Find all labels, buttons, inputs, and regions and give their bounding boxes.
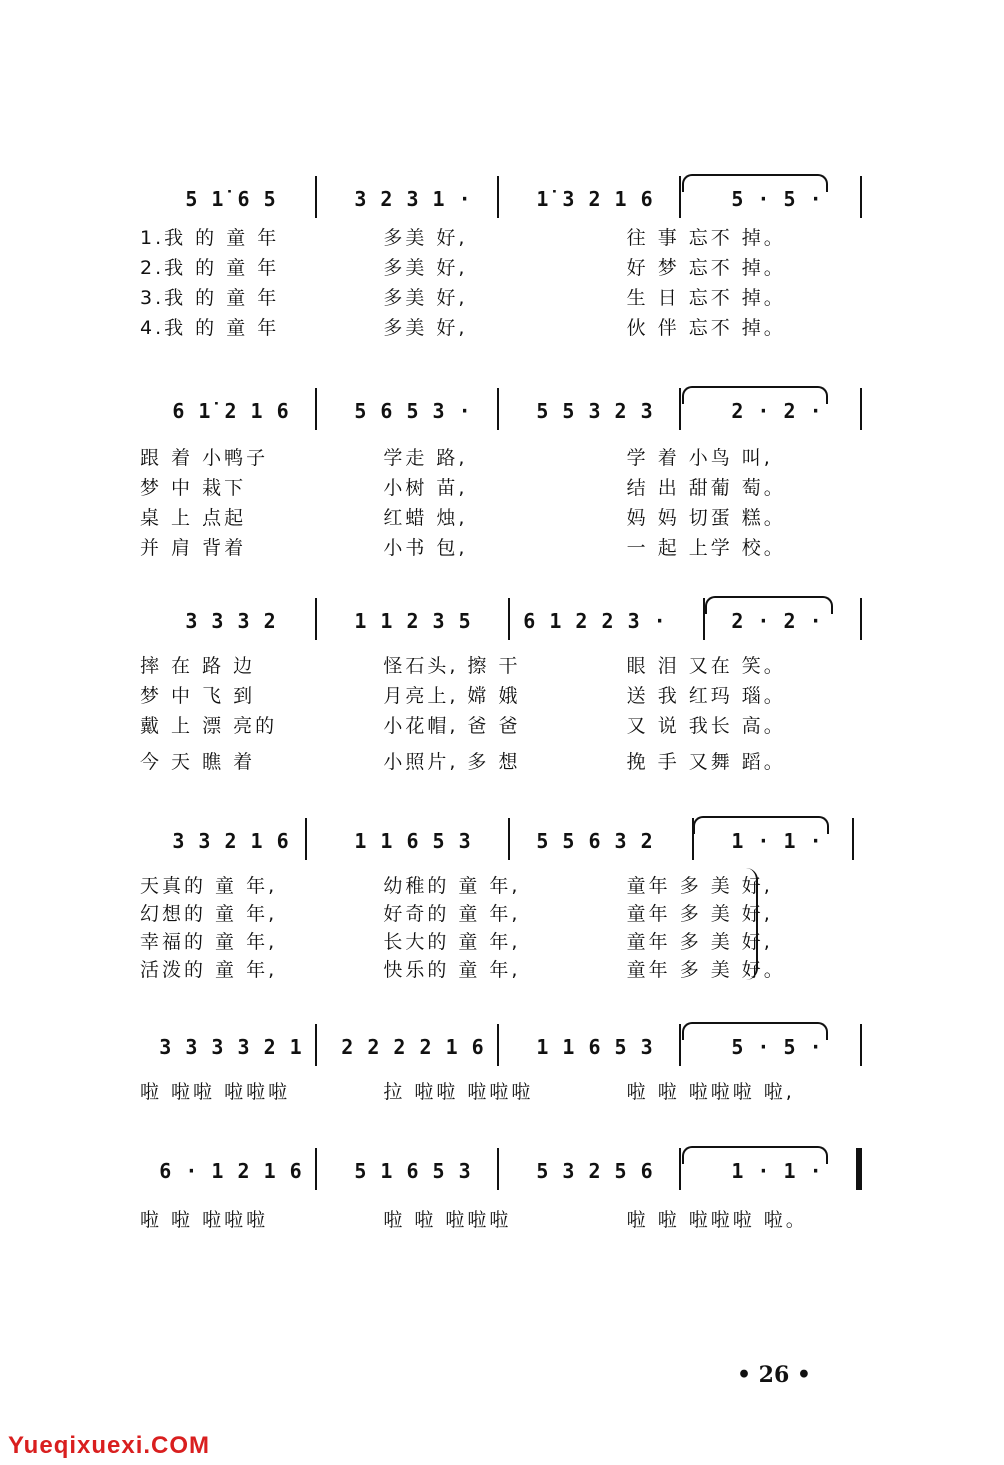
note-line — [140, 1032, 870, 1062]
lyric-text: 红蜡 烛, — [383, 507, 468, 529]
notation-row — [140, 174, 870, 218]
lyric-text: 幸福的 童 年, — [140, 931, 278, 953]
measure-1: 5 1̇ 6 5 — [185, 187, 277, 211]
measure-2: 5 6 5 3 · — [354, 399, 472, 423]
lyric-text: 送 我 红玛 瑙。 — [626, 685, 786, 707]
barline — [508, 818, 510, 860]
barline — [315, 176, 317, 218]
barline — [860, 598, 862, 640]
lyric-text: 梦 中 栽下 — [140, 477, 247, 499]
lyric-text: 梦 中 飞 到 — [140, 685, 256, 707]
measure-1: 3 3 3 3 2 1 — [159, 1035, 303, 1059]
measure-1: 3 3 3 2 — [185, 609, 277, 633]
measure-2: 5 1 6 5 3 — [354, 1159, 472, 1183]
barline — [315, 1148, 317, 1190]
measure-4: 5 · 5 · — [731, 1035, 823, 1059]
measure-4: 5 · 5 · — [731, 187, 823, 211]
measure-3: 5 5 3 2 3 — [536, 399, 654, 423]
lyric-text: 童年 多 美 好, — [626, 875, 773, 897]
note-line — [140, 826, 870, 856]
barline — [497, 176, 499, 218]
barline — [679, 1024, 681, 1066]
notation-row — [140, 1022, 870, 1066]
lyric-text: 又 说 我长 高。 — [626, 715, 786, 737]
measure-3: 5 3 2 5 6 — [536, 1159, 654, 1183]
measure-2: 1 1 2 3 5 — [354, 609, 472, 633]
notation-row — [140, 596, 870, 640]
lyric-line — [140, 226, 870, 250]
barline — [860, 388, 862, 430]
measure-3: 1 1 6 5 3 — [536, 1035, 654, 1059]
lyric-text: 往 事 忘不 掉。 — [626, 227, 786, 249]
barline — [679, 388, 681, 430]
lyric-text: 2.我 的 童 年 — [140, 257, 280, 279]
lyric-line — [140, 714, 870, 738]
lyric-text: 啦 啦 啦啦啦 — [383, 1209, 512, 1231]
lyric-text: 妈 妈 切蛋 糕。 — [626, 507, 786, 529]
barline — [852, 818, 854, 860]
lyric-text: 一 起 上学 校。 — [626, 537, 786, 559]
lyric-text: 幻想的 童 年, — [140, 903, 278, 925]
final-barline — [856, 1148, 862, 1190]
lyric-text: 挽 手 又舞 蹈。 — [626, 751, 786, 773]
lyric-text: 多美 好, — [383, 317, 468, 339]
measure-4: 1 · 1 · — [731, 829, 823, 853]
lyric-text: 多美 好, — [383, 257, 468, 279]
lyric-text: 天真的 童 年, — [140, 875, 278, 897]
page-number: • 26 • — [736, 1362, 811, 1388]
lyric-line — [140, 654, 870, 678]
lyric-text: 长大的 童 年, — [383, 931, 521, 953]
lyric-line — [140, 256, 870, 280]
lyric-text: 学走 路, — [383, 447, 468, 469]
lyric-text: 多美 好, — [383, 287, 468, 309]
measure-3: 1̇ 3 2 1 6 — [536, 187, 654, 211]
barline — [860, 1024, 862, 1066]
measure-2: 3 2 3 1 · — [354, 187, 472, 211]
barline — [305, 818, 307, 860]
barline — [508, 598, 510, 640]
lyric-text: 戴 上 漂 亮的 — [140, 715, 278, 737]
lyric-text: 并 肩 背着 — [140, 537, 247, 559]
measure-3: 5 5 6 3 2 — [536, 829, 654, 853]
note-line — [140, 606, 870, 636]
lyric-line — [140, 1208, 870, 1232]
barline — [315, 1024, 317, 1066]
measure-2: 2 2 2 2 1 6 — [341, 1035, 485, 1059]
lyric-line — [140, 930, 870, 954]
lyric-line — [140, 316, 870, 340]
lyric-text: 摔 在 路 边 — [140, 655, 256, 677]
lyric-text: 活泼的 童 年, — [140, 959, 278, 981]
barline — [497, 1024, 499, 1066]
lyric-text: 童年 多 美 好, — [626, 903, 773, 925]
note-line — [140, 184, 870, 214]
lyric-text: 童年 多 美 好。 — [626, 959, 786, 981]
lyric-text: 幼稚的 童 年, — [383, 875, 521, 897]
measure-4: 2 · 2 · — [731, 399, 823, 423]
site-watermark: Yueqixuexi.COM — [8, 1432, 211, 1459]
lyric-text: 啦 啦 啦啦啦 啦。 — [626, 1209, 808, 1231]
note-line — [140, 1156, 870, 1186]
lyric-text: 小书 包, — [383, 537, 468, 559]
lyric-text: 4.我 的 童 年 — [140, 317, 280, 339]
barline — [315, 598, 317, 640]
final-barline — [860, 176, 862, 218]
lyric-line — [140, 286, 870, 310]
lyric-text: 小树 苗, — [383, 477, 468, 499]
lyric-text: 3.我 的 童 年 — [140, 287, 280, 309]
lyric-line — [140, 750, 870, 774]
barline — [692, 818, 694, 860]
lyric-text: 童年 多 美 好, — [626, 931, 773, 953]
lyric-text: 好奇的 童 年, — [383, 903, 521, 925]
lyric-text: 啦 啦 啦啦啦 — [140, 1209, 269, 1231]
measure-1: 6 1̇ 2 1 6 — [172, 399, 290, 423]
lyric-line — [140, 506, 870, 530]
barline — [703, 598, 705, 640]
measure-4: 1 · 1 · — [731, 1159, 823, 1183]
measure-1: 6 · 1 2 1 6 — [159, 1159, 303, 1183]
barline — [679, 1148, 681, 1190]
measure-2: 1 1 6 5 3 — [354, 829, 472, 853]
lyric-text: 学 着 小鸟 叫, — [626, 447, 773, 469]
measure-3: 6 1 2 2 3 · — [523, 609, 667, 633]
barline — [679, 176, 681, 218]
lyric-line — [140, 958, 870, 982]
notation-row — [140, 816, 870, 860]
lyric-text: 快乐的 童 年, — [383, 959, 521, 981]
lyric-text: 桌 上 点起 — [140, 507, 247, 529]
lyric-line — [140, 902, 870, 926]
lyric-line — [140, 476, 870, 500]
measure-4: 2 · 2 · — [731, 609, 823, 633]
lyric-line — [140, 1080, 870, 1104]
lyric-text: 今 天 瞧 着 — [140, 751, 256, 773]
lyric-text: 啦 啦 啦啦啦 啦, — [626, 1081, 795, 1103]
lyric-line — [140, 874, 870, 898]
lyric-text: 啦 啦啦 啦啦啦 — [140, 1081, 291, 1103]
barline — [315, 388, 317, 430]
lyric-text: 跟 着 小鸭子 — [140, 447, 269, 469]
notation-row — [140, 386, 870, 430]
lyric-text: 拉 啦啦 啦啦啦 — [383, 1081, 534, 1103]
barline — [497, 388, 499, 430]
barline — [497, 1148, 499, 1190]
lyric-line — [140, 446, 870, 470]
lyric-text: 多美 好, — [383, 227, 468, 249]
lyric-text: 小照片, 多 想 — [383, 751, 521, 773]
lyric-text: 月亮上, 嫦 娥 — [383, 685, 521, 707]
lyric-line — [140, 536, 870, 560]
lyric-text: 怪石头, 擦 干 — [383, 655, 521, 677]
lyric-text: 生 日 忘不 掉。 — [626, 287, 786, 309]
lyric-text: 伙 伴 忘不 掉。 — [626, 317, 786, 339]
lyric-text: 好 梦 忘不 掉。 — [626, 257, 786, 279]
lyric-text: 眼 泪 又在 笑。 — [626, 655, 786, 677]
lyric-text: 结 出 甜葡 萄。 — [626, 477, 786, 499]
verse-brace — [744, 868, 758, 980]
measure-1: 3 3 2 1 6 — [172, 829, 290, 853]
notation-row — [140, 1146, 870, 1190]
lyric-line — [140, 684, 870, 708]
lyric-text: 小花帽, 爸 爸 — [383, 715, 521, 737]
lyric-text: 1.我 的 童 年 — [140, 227, 280, 249]
note-line — [140, 396, 870, 426]
